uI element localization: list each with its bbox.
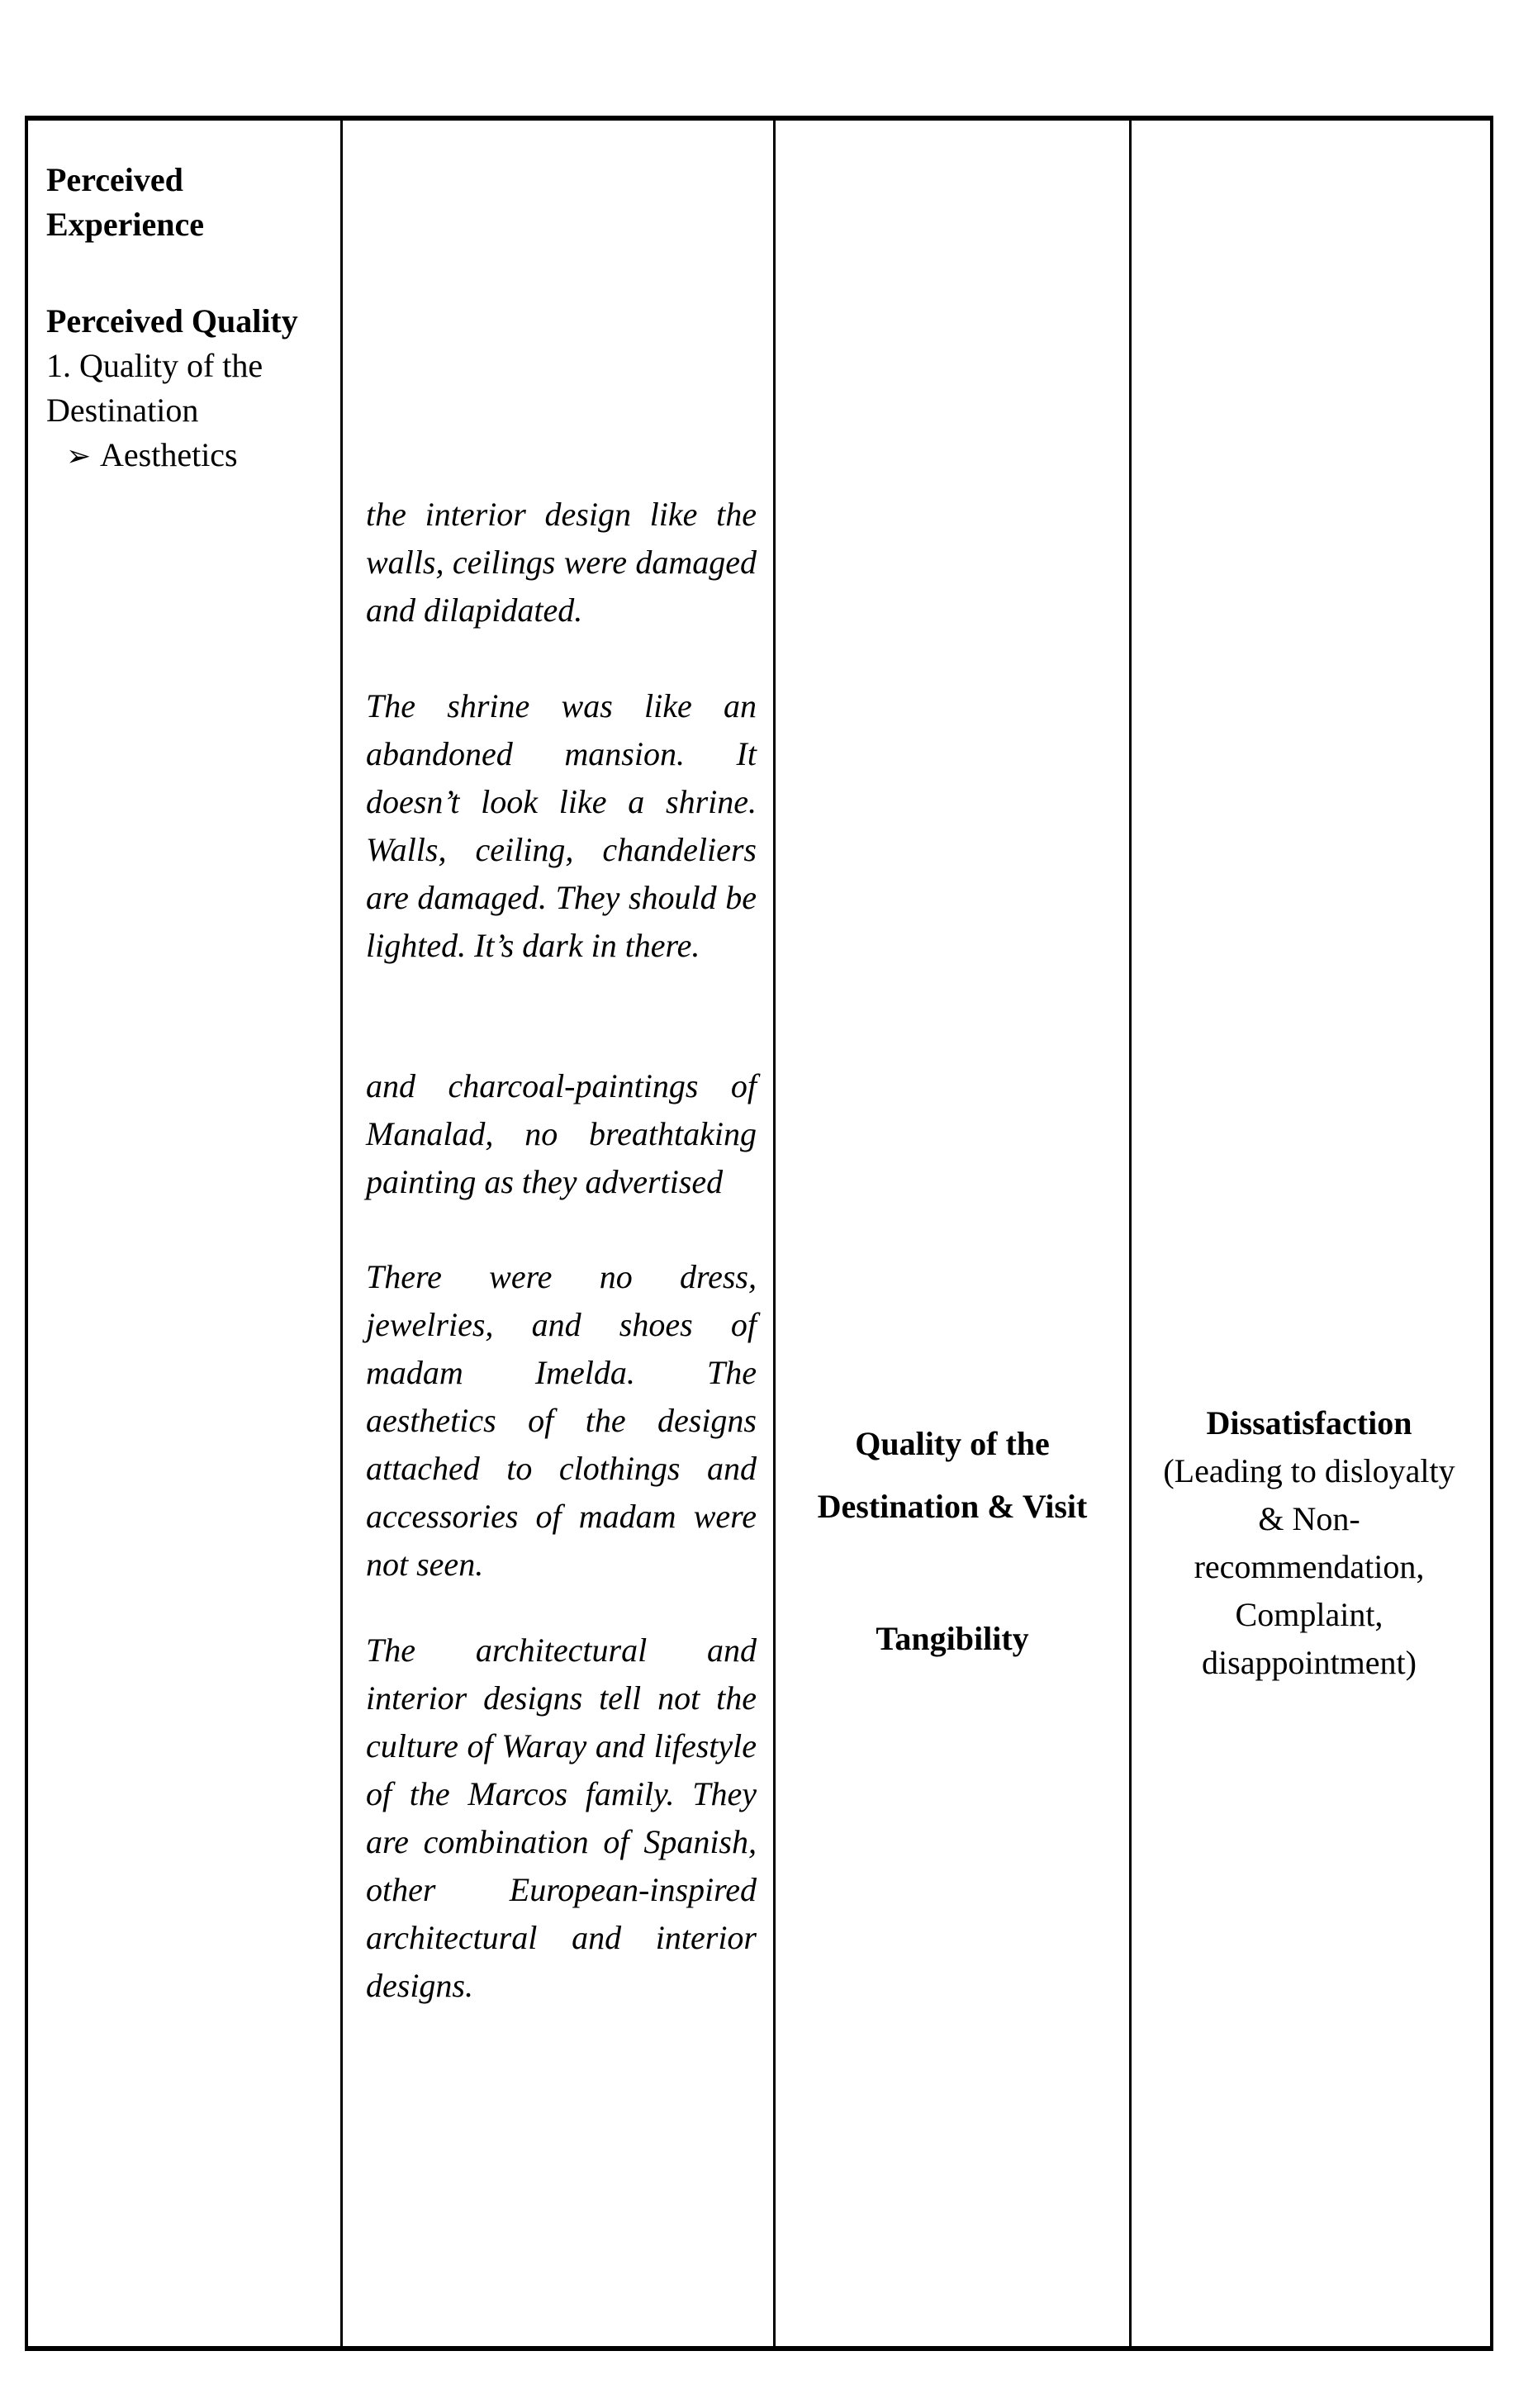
- quote-no-dress-jewelries: There were no dress, jewelries, and shoes of madam Imelda. The aesthetics of the designs attached to clothings and accessories of madam were not seen.: [366, 1258, 757, 1583]
- label-quality-destination-visit: Quality of the Destination & Visit: [817, 1425, 1088, 1525]
- quote-interior-design: the interior design like the walls, ceilings were damaged and dilapidated.: [366, 496, 757, 629]
- column-respondent-quotes: [340, 121, 773, 2346]
- heading-perceived-experience: Perceived Experience: [46, 161, 205, 243]
- quote-architectural-designs: The architectural and interior designs tell not the culture of Waray and lifestyle of the Marcos family. They are combination of Spanish, other European-inspired architectural and interior designs.: [366, 1631, 757, 2004]
- column-quality-dimension: [773, 121, 1129, 2346]
- arrow-bullet-icon: ➢: [66, 439, 92, 473]
- item-quality-of-destination: 1. Quality of the Destination: [46, 347, 263, 429]
- quote-charcoal-paintings: and charcoal-paintings of Manalad, no breathtaking painting as they advertised: [366, 1067, 757, 1200]
- perceived-experience-table: [25, 116, 1493, 2351]
- quote-abandoned-mansion: The shrine was like an abandoned mansion. It doesn’t look like a shrine. Walls, ceiling, chandeliers are damaged. They should be lighted. It’s dark in there.: [366, 687, 757, 964]
- label-dissatisfaction-detail: (Leading to disloyalty & Non-recommendation, Complaint, disappointment): [1163, 1452, 1455, 1681]
- bullet-label-aesthetics: Aesthetics: [100, 436, 238, 473]
- bullet-item-aesthetics: [46, 433, 310, 478]
- column-perceived-experience: [28, 121, 340, 2346]
- column-outcome: [1129, 121, 1487, 2346]
- label-tangibility: Tangibility: [876, 1620, 1029, 1657]
- heading-perceived-quality: Perceived Quality: [46, 302, 298, 340]
- label-dissatisfaction: Dissatisfaction: [1206, 1404, 1412, 1441]
